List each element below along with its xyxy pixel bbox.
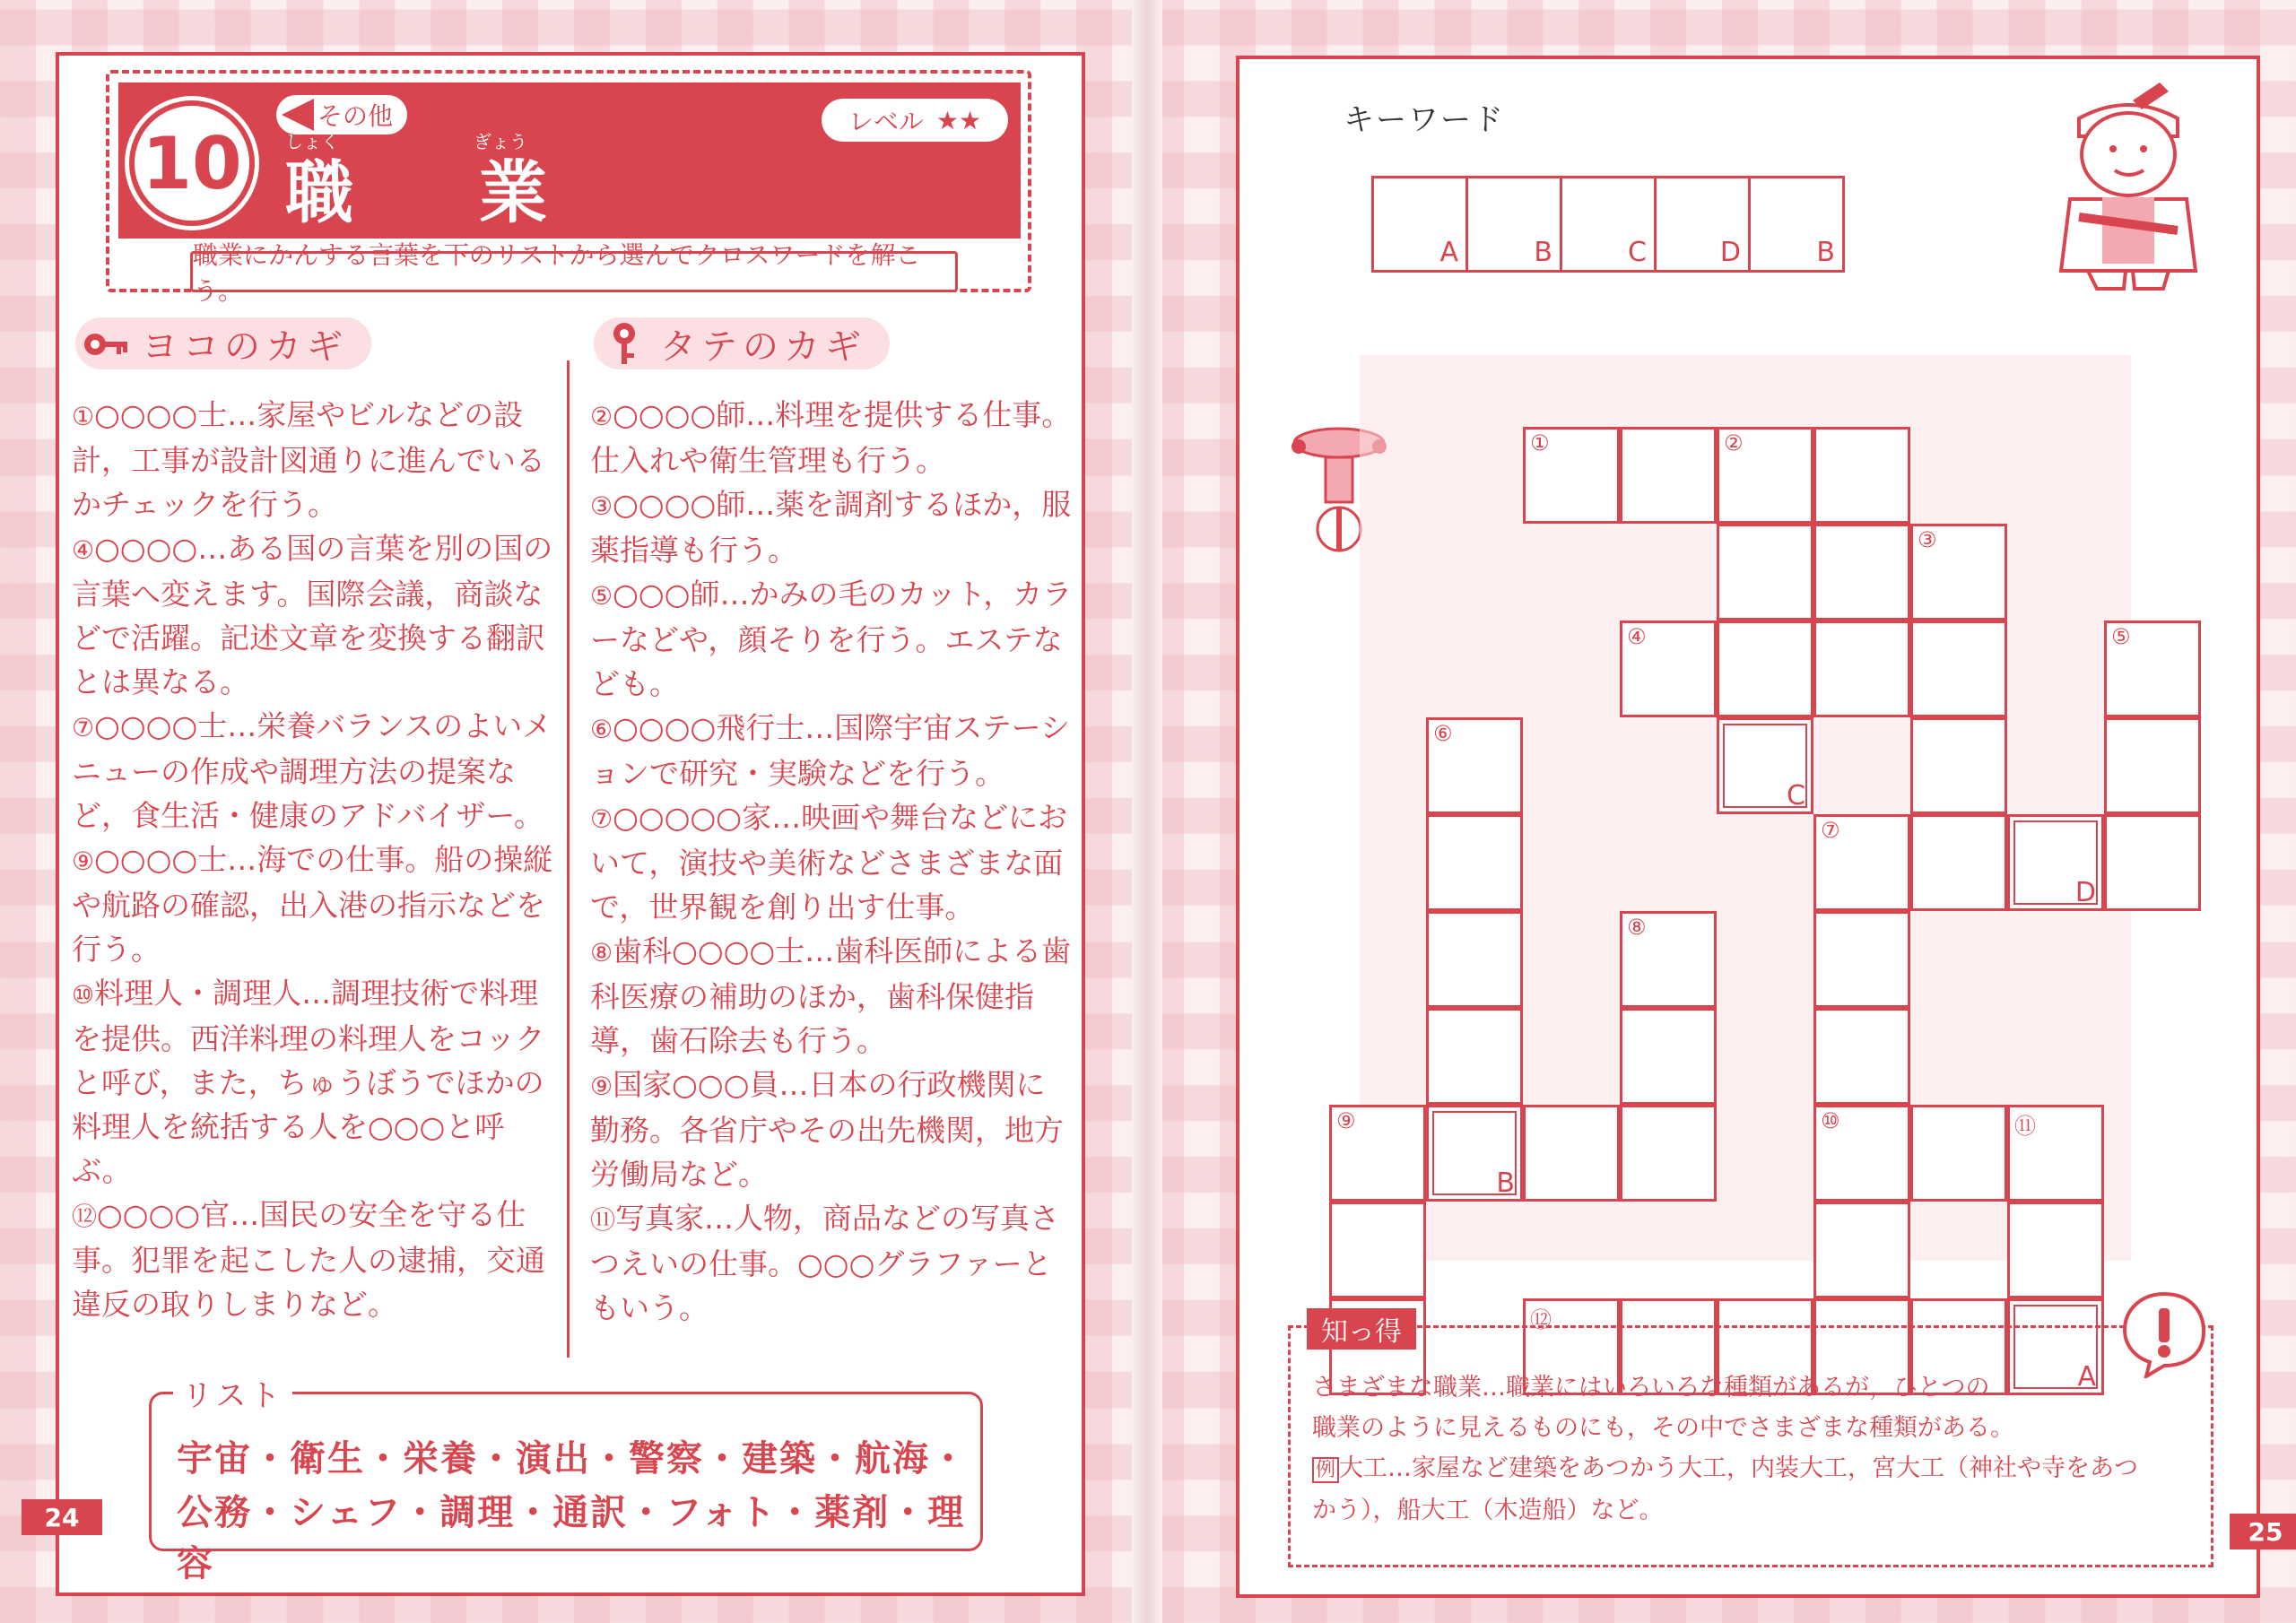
across-clue-1: ①○○○○士…家屋やビルなどの設計，工事が設計図通りに進んでいるかチェックを行う。 [72,397,545,522]
grid-cell[interactable] [1329,1202,1426,1298]
key-letter: D [2074,877,2096,908]
title-char-2: 業 [479,152,673,232]
grid-cell[interactable] [2104,814,2201,911]
chapter-number: 10 [129,100,255,226]
grid-cell[interactable] [1910,621,2007,717]
across-clue-12: ⑫○○○○官…国民の安全を守る仕事。犯罪を起こした人の逮捕，交通違反の取りしまりなど。 [72,1197,545,1322]
clue-number: ⑤ [2111,624,2131,649]
trivia-text [1312,1367,2173,1531]
grid-cell[interactable] [2104,621,2201,717]
page-title [285,138,673,236]
trivia-line-3: 例 大工…家屋など建築をあつかう大工，内装大工，宮大工（神社や寺をあつ [1312,1448,2173,1490]
grid-cell[interactable] [2007,1202,2104,1298]
across-clue-4: ④○○○○…ある国の言葉を別の国の言葉へ変えます。国際会議，商談などで活躍。記述文章を変換する翻訳とは異なる。 [72,531,553,699]
clue-number: ③ [1918,527,1937,552]
clue-number: ⑪ [2014,1114,2036,1139]
clue-number: ⑦ [1821,818,1840,843]
across-clues [72,393,556,1326]
grid-cell[interactable] [1813,1202,1910,1298]
across-clue-7: ⑦○○○○士…栄養バランスのよいメニューの作成や調理方法の提案など，食生活・健康のアドバイザー。 [72,708,552,833]
key-letter: B [1496,1167,1515,1199]
across-clue-10: ⑩料理人・調理人…調理技術で料理を提供。西洋料理の料理人をコックと呼び，また，ちゅうぼうでほかの料理人を統括する人を○○○と呼ぶ。 [72,976,545,1188]
list-line-2: 公務・シェフ・調理・通訳・フォト・薬剤・理容 [177,1492,966,1584]
keyword-box[interactable]: A [1371,176,1468,273]
instruction-text: 職業にかんする言葉を下のリストから選んでクロスワードを解こう。 [190,251,958,292]
down-clue-11: ⑪写真家…人物，商品などの写真さつえいの仕事。○○○グラファーともいう。 [590,1201,1060,1325]
grid-cell[interactable] [1813,524,1910,621]
grid-cell[interactable] [1523,427,1620,524]
grid-cell[interactable] [1813,621,1910,717]
key-icon [81,321,131,366]
across-clue-9: ⑨○○○○士…海での仕事。船の操縦や航路の確認，出入港の指示などを行う。 [72,842,553,967]
trivia-line-2: 職業のように見えるものにも，その中でさまざまな種類がある。 [1312,1414,2014,1442]
title-banner [118,82,1021,239]
title-ruby-1: しょく [285,131,339,152]
down-clue-7: ⑦○○○○○家…映画や舞台などにおいて，演技や美術などさまざまな面で，世界観を創り出す仕事。 [590,800,1068,924]
grid-cell[interactable] [2007,1105,2104,1202]
title-ruby-2: ぎょう [474,131,527,152]
grid-cell[interactable] [1620,1105,1717,1202]
exclamation-icon [2119,1289,2209,1378]
down-clue-9: ⑨国家○○○員…日本の行政機関に勤務。各省庁やその出先機関，地方労働局など。 [590,1067,1064,1192]
arrow-left-icon [282,99,314,131]
word-list [149,1378,983,1584]
clue-number: ⑥ [1433,721,1453,746]
level-stars: ★★ [935,105,982,135]
grid-cell[interactable] [1426,1008,1523,1105]
level-label: レベル [848,107,924,136]
down-clue-8: ⑧歯科○○○○士…歯科医師による歯科医療の補助のほか，歯科保健指導，歯石除去も行う。 [590,933,1072,1058]
title-char-1: 職 [285,152,479,232]
example-mark: 例 [1312,1457,1339,1483]
down-clues [590,393,1074,1330]
trivia-line-1: さまざまな職業…職業にはいろいろな種類があるが，ひとつの [1312,1374,1990,1402]
grid-cell[interactable] [1910,717,2007,814]
grid-cell[interactable] [1813,911,1910,1008]
page-number: 24 [22,1499,102,1535]
down-heading-label: タテのカギ [660,325,866,368]
grid-cell[interactable] [1717,427,1813,524]
keyword-label: キーワード [1344,102,1505,138]
right-page [1236,56,2283,1598]
grid-cell[interactable] [1426,1105,1523,1202]
grid-cell[interactable] [1523,1105,1620,1202]
keyword-box[interactable]: D [1654,176,1751,273]
grid-cell[interactable] [1620,911,1717,1008]
grid-cell[interactable] [1426,814,1523,911]
level-tag [822,99,1008,142]
keyword-box[interactable]: B [1748,176,1845,273]
down-heading [594,317,890,369]
down-clue-3: ③○○○○師…薬を調剤するほか，服薬指導も行う。 [590,487,1072,568]
grid-cell[interactable] [1620,427,1717,524]
grid-cell[interactable] [1717,621,1813,717]
grid-cell[interactable] [1813,814,1910,911]
title-block [106,70,1031,306]
column-divider [567,360,570,1358]
list-label: リスト [173,1371,292,1415]
clue-number: ① [1530,430,1550,456]
down-clue-6: ⑥○○○○飛行士…国際宇宙ステーションで研究・実験などを行う。 [590,710,1070,791]
clue-number: ② [1724,430,1744,456]
down-clue-5: ⑤○○○師…かみの毛のカット，カラーなどや，顔そりを行う。エステなども。 [590,577,1073,701]
key-letter: C [1787,780,1805,812]
key-icon [599,321,649,366]
grid-cell[interactable] [2104,717,2201,814]
across-heading [75,317,371,369]
grid-cell[interactable] [1620,1008,1717,1105]
keyword-box[interactable]: B [1465,176,1562,273]
grid-cell[interactable] [1426,911,1523,1008]
grid-cell[interactable] [1813,427,1910,524]
trivia-line-4: かう），船大工（木造船）など。 [1312,1497,1664,1524]
grid-cell[interactable] [1620,621,1717,717]
list-line-1: 宇宙・衛生・栄養・演出・警察・建築・航海・ [177,1438,968,1480]
book-gutter [1132,0,1162,1623]
clue-number: ⑫ [1530,1307,1552,1332]
grid-cell[interactable] [1329,1105,1426,1202]
clue-number: ⑩ [1821,1108,1840,1133]
grid-cell[interactable] [1717,524,1813,621]
keyword-box[interactable]: C [1560,176,1657,273]
down-clue-2: ②○○○○師…料理を提供する仕事。仕入れや衛生管理も行う。 [590,397,1072,478]
grid-cell[interactable] [1813,1008,1910,1105]
grid-cell[interactable] [1426,717,1523,814]
grid-cell[interactable] [1910,814,2007,911]
page-number: 25 [2230,1514,2296,1549]
grid-cell[interactable] [1813,1105,1910,1202]
clue-number: ④ [1627,624,1647,649]
grid-cell[interactable] [1910,1105,2007,1202]
category-label: その他 [317,101,394,131]
trivia-tag: 知っ得 [1307,1308,1416,1350]
grid-cell[interactable] [1910,524,2007,621]
key-letter: A [2077,1361,2096,1393]
left-page [44,52,1085,1596]
grid-cell[interactable] [2007,814,2104,911]
clue-number: ⑧ [1627,915,1647,940]
across-heading-label: ヨコのカギ [142,325,348,368]
clue-number: ⑨ [1336,1108,1356,1133]
grid-cell[interactable] [1717,717,1813,814]
